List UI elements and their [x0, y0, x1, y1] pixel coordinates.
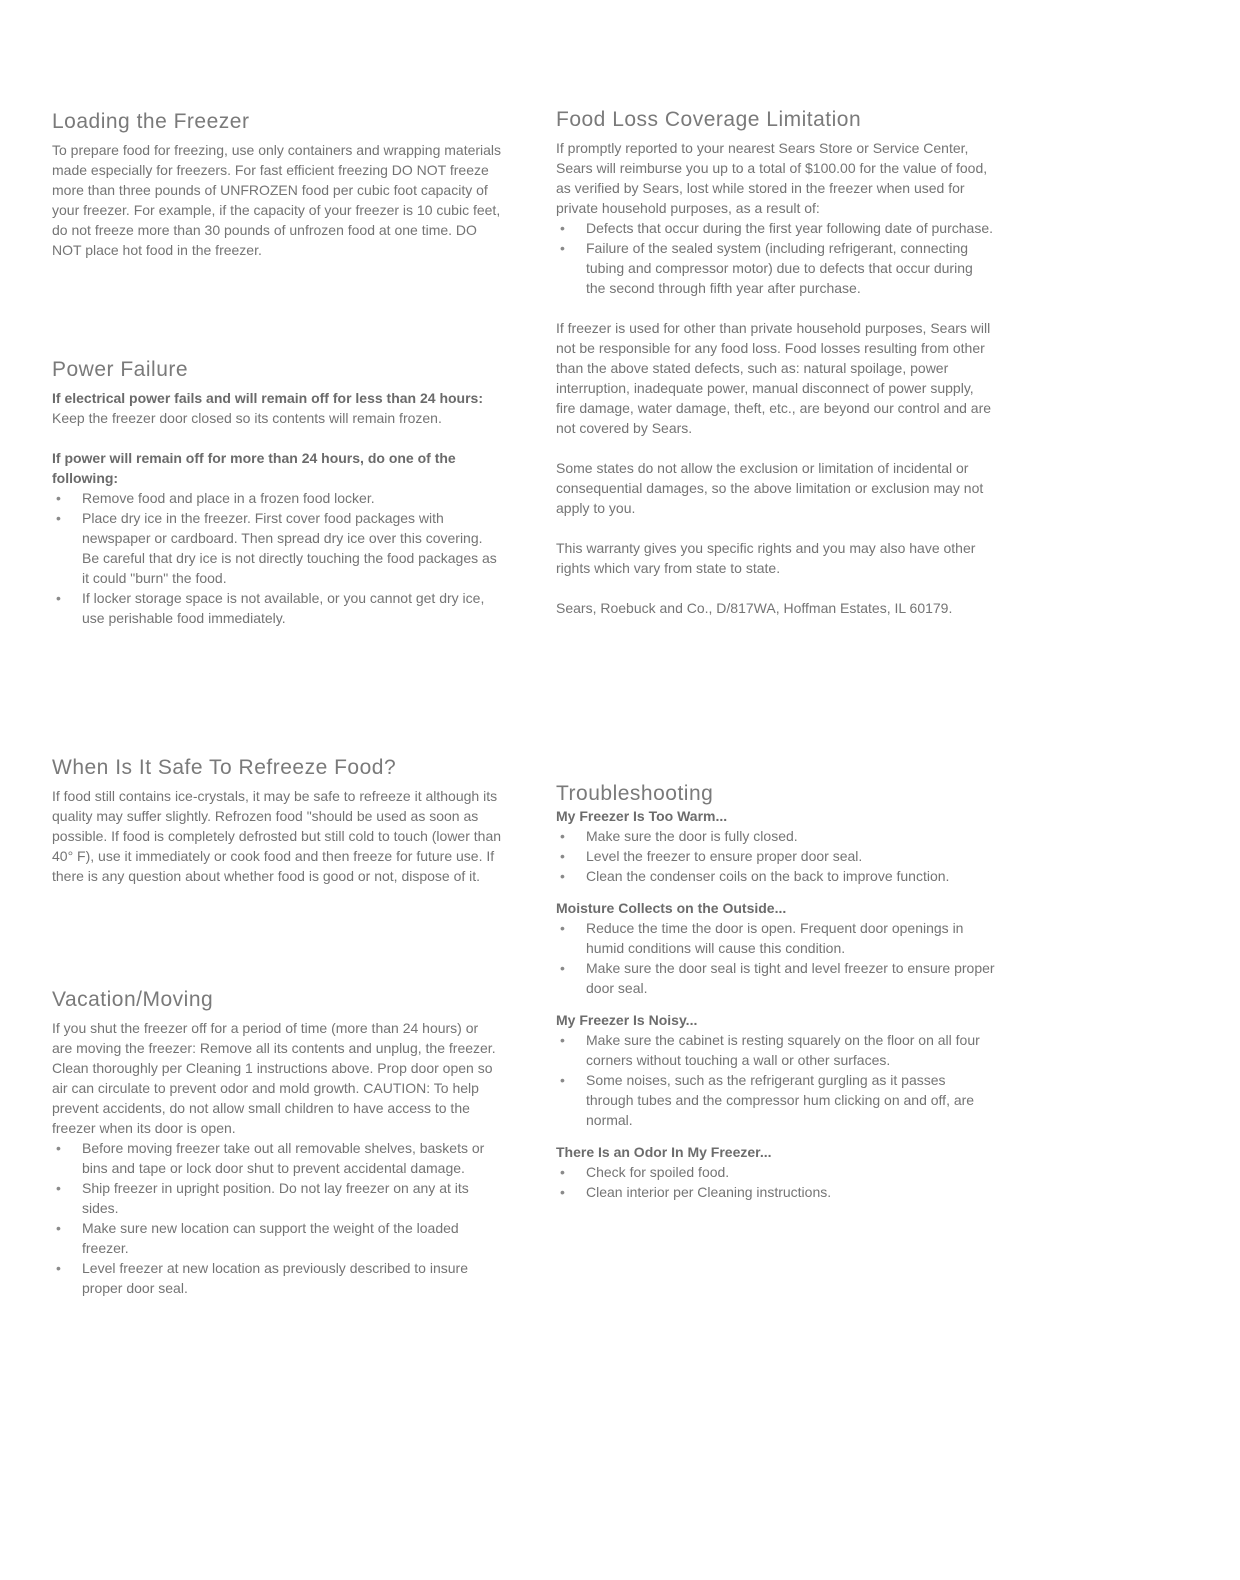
vacation-body: If you shut the freezer off for a period of time (more than 24 hours) or are moving the freezer: Remove all its contents and unplug, the freezer. Clean thoroughly per Cleaning 1 instructions above. Prop door open so air can circulate to prevent odor and mold growth. CAUTION: To help prevent accidents, do not allow small children to have access to the freezer when its door is open. — [52, 1020, 496, 1136]
list-item: • Defects that occur during the first year following date of purchase. — [556, 218, 996, 238]
trouble-heading-too-warm: My Freezer Is Too Warm... — [556, 808, 728, 824]
list-item: • Check for spoiled food. — [556, 1162, 996, 1182]
list-item: • Make sure the door seal is tight and level freezer to ensure proper door seal. — [556, 958, 996, 998]
list-item: • Reduce the time the door is open. Frequent door openings in humid conditions will cause this condition. — [556, 918, 996, 958]
trouble-list-noisy — [556, 1030, 996, 1130]
list-item: • Level freezer at new location as previously described to insure proper door seal. — [52, 1258, 502, 1298]
troubleshooting-title: Troubleshooting — [556, 782, 714, 805]
trouble-list-moisture — [556, 918, 996, 998]
loading-section — [52, 110, 502, 260]
list-item: • Before moving freezer take out all removable shelves, baskets or bins and tape or lock door shut to prevent accidental damage. — [52, 1138, 502, 1178]
refreeze-title: When Is It Safe To Refreeze Food? — [52, 756, 397, 779]
coverage-list — [556, 218, 996, 298]
vacation-list — [52, 1138, 502, 1298]
list-item: • Level the freezer to ensure proper door seal. — [556, 846, 996, 866]
power-p1-body: Keep the freezer door closed so its contents will remain frozen. — [52, 410, 442, 426]
list-item: • If locker storage space is not available, or you cannot get dry ice, use perishable food immediately. — [52, 588, 502, 628]
refreeze-body: If food still contains ice-crystals, it may be safe to refreeze it although its quality may suffer slightly. Refrozen food "should be used as soon as possible. If food is completely defrosted but still cold to touch (lower than 40° F), use it immediately or cook food and then freeze for future use. If there is any question about whether food is good or not, dispose of it. — [52, 788, 502, 884]
power-p2-lead: If power will remain off for more than 24 hours, do one of the following: — [52, 450, 456, 486]
power-list — [52, 488, 502, 628]
list-item: • Make sure the cabinet is resting squarely on the floor on all four corners without touching a wall or other surfaces. — [556, 1030, 996, 1070]
trouble-heading-noisy: My Freezer Is Noisy... — [556, 1012, 698, 1028]
loading-body: To prepare food for freezing, use only containers and wrapping materials made especially for freezers. For fast efficient freezing DO NOT freeze more than three pounds of UNFROZEN food per cubic foot capacity of your freezer. For example, if the capacity of your freezer is 10 cubic feet, do not freeze more than 30 pounds of unfrozen food at one time. DO NOT place hot food in the freezer. — [52, 142, 502, 258]
list-item: • Make sure the door is fully closed. — [556, 826, 996, 846]
list-item: • Remove food and place in a frozen food locker. — [52, 488, 502, 508]
coverage-title: Food Loss Coverage Limitation — [556, 108, 862, 131]
power-paragraph-1 — [52, 388, 502, 428]
trouble-list-odor — [556, 1162, 996, 1202]
coverage-intro: If promptly reported to your nearest Sears Store or Service Center, Sears will reimburse you up to a total of $100.00 for the value of food, as verified by Sears, lost while stored in the freezer when used for private household purposes, as a result of: — [556, 140, 988, 216]
coverage-paragraph-4: This warranty gives you specific rights and you may also have other rights which vary from state to state. — [556, 540, 976, 576]
trouble-list-too-warm — [556, 826, 996, 886]
power-title: Power Failure — [52, 358, 189, 381]
power-p1-lead: If electrical power fails and will remain off for less than 24 hours: — [52, 390, 483, 406]
power-failure-section — [52, 358, 502, 628]
list-item: • Clean interior per Cleaning instructions. — [556, 1182, 996, 1202]
coverage-paragraph-2: If freezer is used for other than private household purposes, Sears will not be responsible for any food loss. Food losses resulting from other than the above stated defects, such as: natural spoilage, power interruption, inadequate power, manual disconnect of power supply, fire damage, water damage, theft, etc., are beyond our control and are not covered by Sears. — [556, 320, 992, 436]
coverage-address: Sears, Roebuck and Co., D/817WA, Hoffman Estates, IL 60179. — [556, 600, 953, 616]
power-paragraph-2 — [52, 448, 502, 488]
list-item: • Clean the condenser coils on the back to improve function. — [556, 866, 996, 886]
troubleshooting-section — [556, 782, 996, 1202]
list-item: • Failure of the sealed system (including refrigerant, connecting tubing and compressor motor) due to defects that occur during the second through fifth year after purchase. — [556, 238, 996, 298]
vacation-section — [52, 988, 502, 1298]
trouble-heading-odor: There Is an Odor In My Freezer... — [556, 1144, 772, 1160]
list-item: • Ship freezer in upright position. Do not lay freezer on any at its sides. — [52, 1178, 502, 1218]
loading-title: Loading the Freezer — [52, 110, 250, 133]
list-item: • Some noises, such as the refrigerant gurgling as it passes through tubes and the compressor hum clicking on and off, are normal. — [556, 1070, 996, 1130]
trouble-heading-moisture: Moisture Collects on the Outside... — [556, 900, 787, 916]
coverage-section — [556, 108, 996, 618]
vacation-title: Vacation/Moving — [52, 988, 214, 1011]
coverage-paragraph-3: Some states do not allow the exclusion or limitation of incidental or consequential damages, so the above limitation or exclusion may not apply to you. — [556, 460, 984, 516]
list-item: • Make sure new location can support the weight of the loaded freezer. — [52, 1218, 502, 1258]
refreeze-section — [52, 756, 502, 886]
list-item: • Place dry ice in the freezer. First cover food packages with newspaper or cardboard. Then spread dry ice over this covering. Be careful that dry ice is not directly touching the food packages as it could "burn" the food. — [52, 508, 502, 588]
